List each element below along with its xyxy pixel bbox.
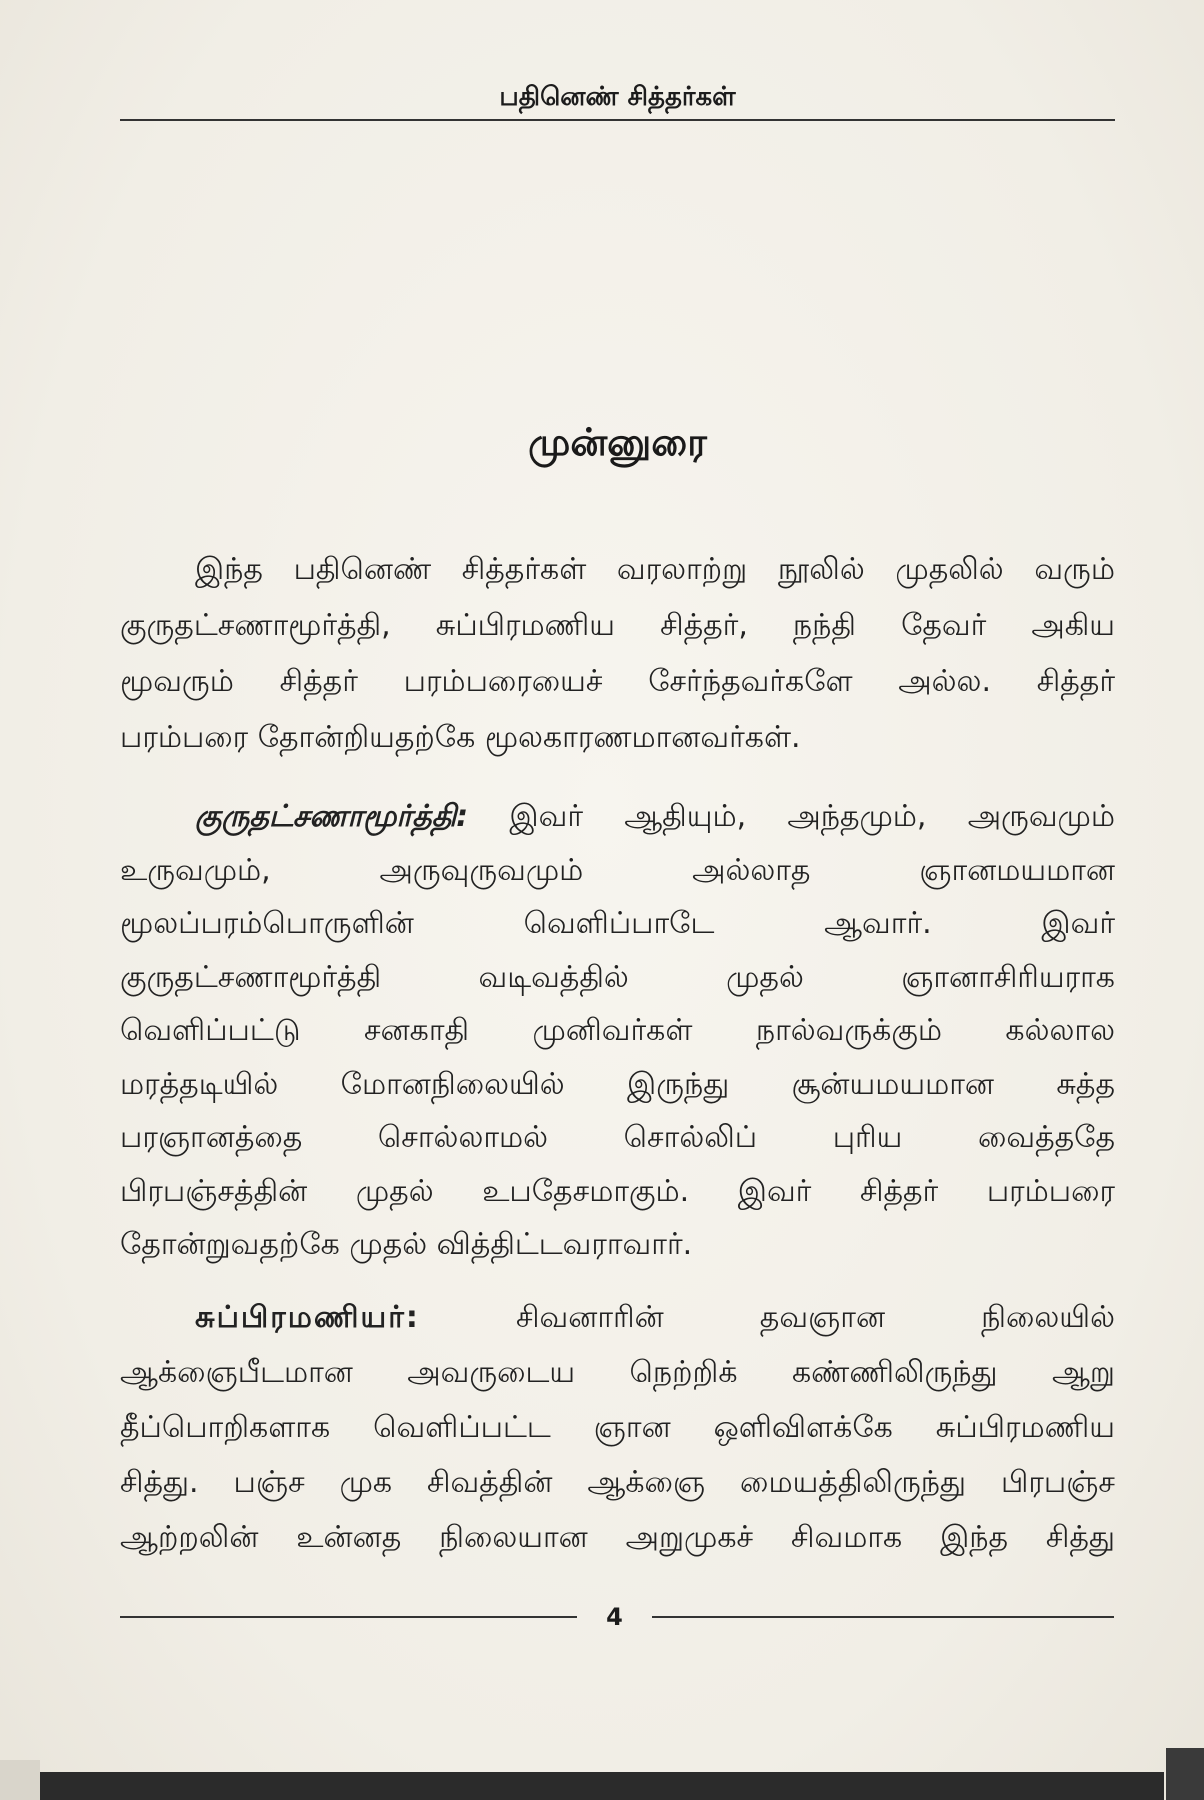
text-line: பரம்பரை தோன்றியதற்கே மூலகாரணமானவர்கள்.: [120, 720, 801, 755]
paragraph-subramaniyar: [120, 1290, 1115, 1565]
text-line: தீப்பொறிகளாக வெளிப்பட்ட ஞான ஒளிவிளக்கே சுப்பிரமணிய: [120, 1410, 1115, 1445]
text-line: வெளிப்பட்டு சனகாதி முனிவர்கள் நால்வருக்கும் கல்லால: [120, 1013, 1115, 1048]
text-line: ஆக்ஞைபீடமான அவருடைய நெற்றிக் கண்ணிலிருந்து ஆறு: [120, 1355, 1115, 1390]
text-line: சித்து. பஞ்ச முக சிவத்தின் ஆக்ஞை மையத்திலிருந்து பிரபஞ்ச: [120, 1465, 1115, 1500]
text-line: பிரபஞ்சத்தின் முதல் உபதேசமாகும். இவர் சித்தர் பரம்பரை: [120, 1173, 1115, 1209]
text-line: இந்த பதினெண் சித்தர்கள் வரலாற்று நூலில் முதலில் வரும்: [195, 552, 1115, 587]
text-line: உருவமும், அருவுருவமும் அல்லாத ஞானமயமான: [120, 852, 1115, 888]
text-line: தோன்றுவதற்கே முதல் வித்திட்டவராவார்.: [120, 1227, 693, 1262]
text-line: [120, 790, 1115, 844]
paragraph-intro: [120, 542, 1115, 766]
text-line: மூவரும் சித்தர் பரம்பரையைச் சேர்ந்தவர்களே அல்ல. சித்தர்: [120, 664, 1115, 699]
text-line: பரஞானத்தை சொல்லாமல் சொல்லிப் புரிய வைத்ததே: [120, 1120, 1115, 1155]
chapter-title: முன்னுரை: [528, 420, 707, 464]
header-rule: [120, 119, 1115, 121]
page-number: 4: [606, 1603, 623, 1631]
text-line: குருதட்சணாமூர்த்தி, சுப்பிரமணிய சித்தர், நந்தி தேவர் அகிய: [120, 608, 1115, 643]
paragraph-label: சுப்பிரமணியர்:: [195, 1300, 420, 1335]
paragraph-dakshinamurthy: [120, 790, 1115, 1272]
scan-edge-shadow: [1166, 1748, 1204, 1800]
scan-edge-shadow: [40, 1772, 1164, 1800]
text-line-rest: இவர் ஆதியும், அந்தமும், அருவமும்: [509, 799, 1115, 834]
text-line: மூலப்பரம்பொருளின் வெளிப்பாடே ஆவார். இவர்: [120, 906, 1115, 941]
text-line: குருதட்சணாமூர்த்தி வடிவத்தில் முதல் ஞானாசிரியராக: [120, 959, 1115, 995]
footer-rule-left: [120, 1616, 577, 1618]
text-line: மரத்தடியில் மோனநிலையில் இருந்து சூன்யமயமான சுத்த: [120, 1066, 1115, 1102]
text-line: [120, 1290, 1115, 1345]
running-header-title: பதினெண் சித்தர்கள்: [499, 82, 736, 112]
text-line-rest: சிவனாரின் தவஞான நிலையில்: [516, 1300, 1115, 1335]
paragraph-label: குருதட்சணாமூர்த்தி:: [195, 799, 469, 834]
scan-edge-shadow: [0, 1760, 40, 1800]
text-line: ஆற்றலின் உன்னத நிலையான அறுமுகச் சிவமாக இந்த சித்து: [120, 1520, 1115, 1555]
footer-rule-right: [652, 1616, 1114, 1618]
